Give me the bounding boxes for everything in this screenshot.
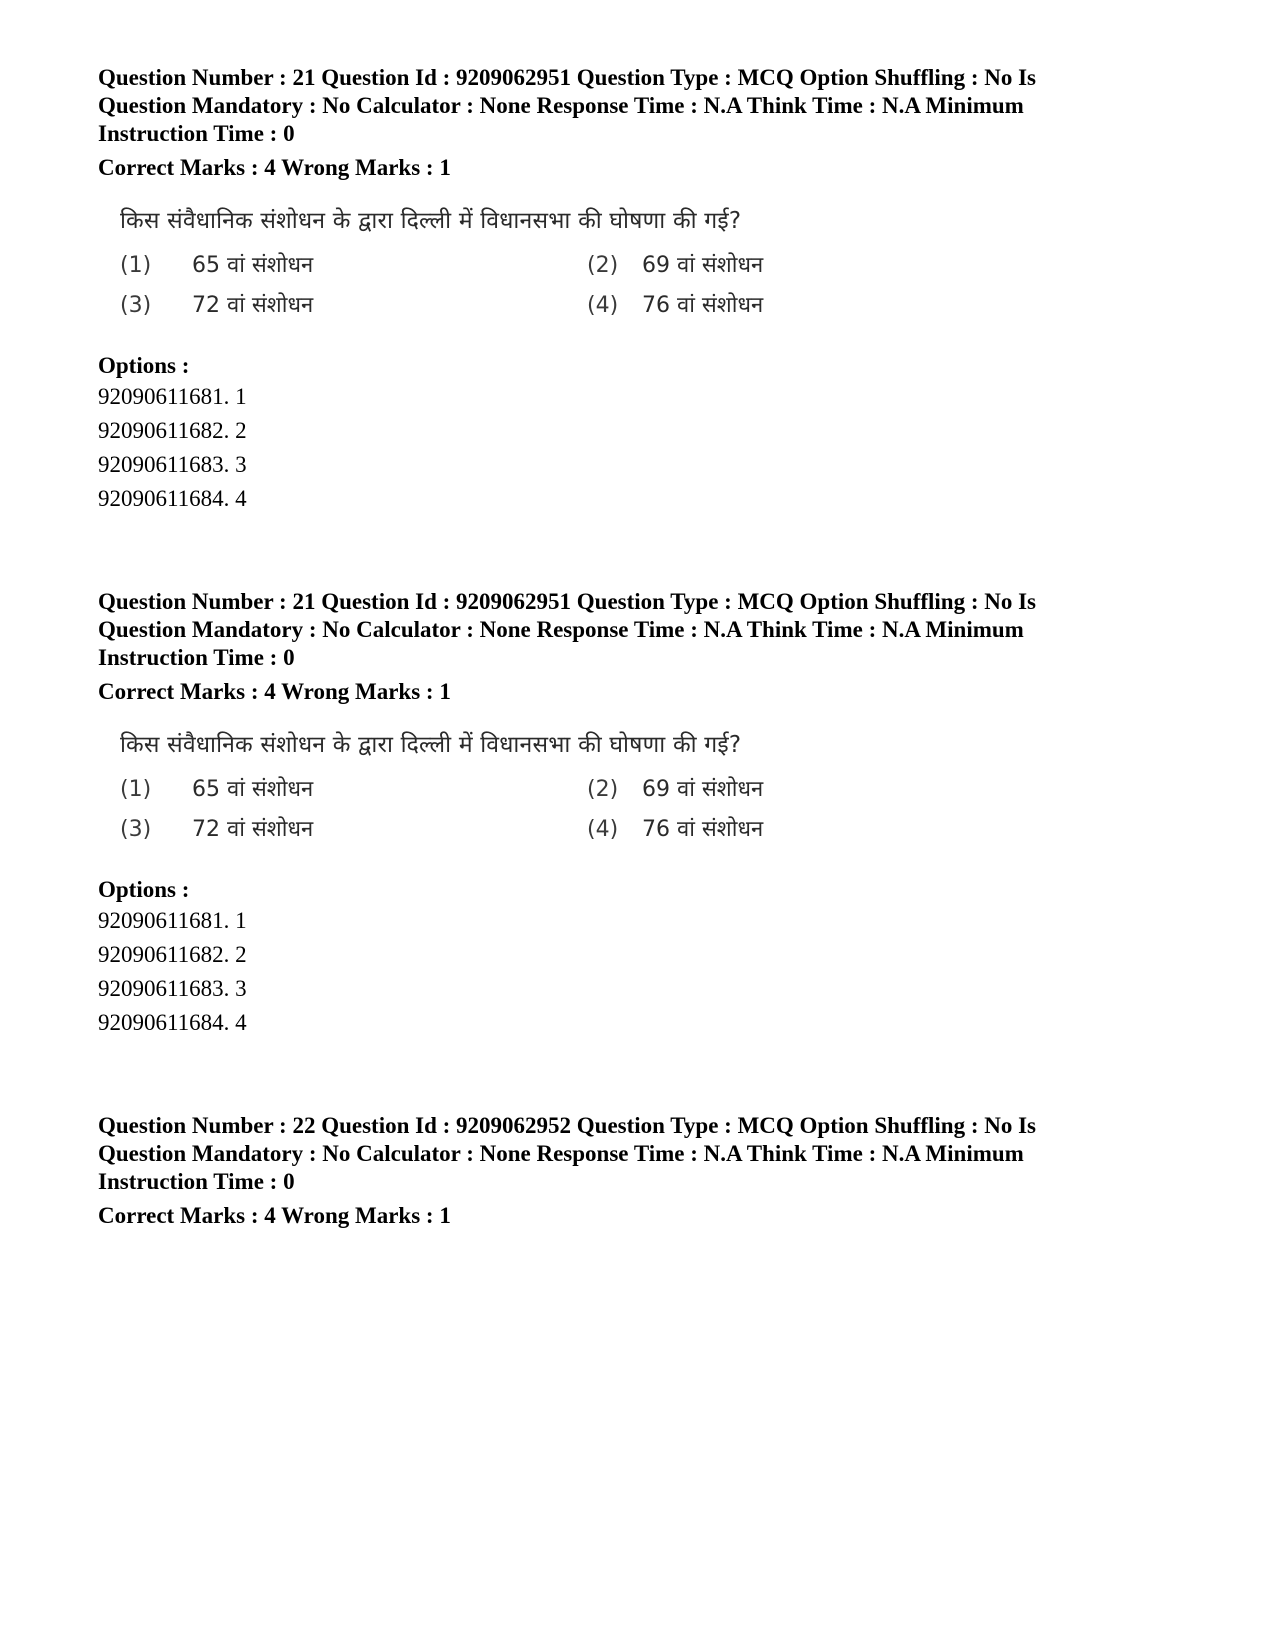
choice-text: 69 वां संशोधन xyxy=(642,253,764,278)
choices-grid xyxy=(120,774,780,846)
option-item: 92090611683. 3 xyxy=(98,976,247,1001)
choice-text: 76 वां संशोधन xyxy=(642,293,764,318)
marks-line: Correct Marks : 4 Wrong Marks : 1 xyxy=(98,679,451,704)
option-item: 92090611681. 1 xyxy=(98,384,247,409)
marks-line: Correct Marks : 4 Wrong Marks : 1 xyxy=(98,155,451,180)
option-item: 92090611683. 3 xyxy=(98,452,247,477)
question-block-3 xyxy=(98,1112,1178,1230)
question-text: किस संवैधानिक संशोधन के द्वारा दिल्ली में विधानसभा की घोषणा की गई? xyxy=(120,732,742,758)
meta-line: Question Mandatory : No Calculator : None Response Time : N.A Think Time : N.A Minimum xyxy=(98,617,1024,642)
choice-text: 76 वां संशोधन xyxy=(642,817,764,842)
meta-line: Question Mandatory : No Calculator : None Response Time : N.A Think Time : N.A Minimum xyxy=(98,93,1024,118)
question-meta xyxy=(98,588,1178,672)
question-text: किस संवैधानिक संशोधन के द्वारा दिल्ली में विधानसभा की घोषणा की गई? xyxy=(120,208,742,234)
option-item: 92090611684. 4 xyxy=(98,486,247,511)
choice-number: (3) xyxy=(120,817,152,842)
choice-text: 72 वां संशोधन xyxy=(192,817,314,842)
meta-line: Question Mandatory : No Calculator : None Response Time : N.A Think Time : N.A Minimum xyxy=(98,1141,1024,1166)
choice-number: (4) xyxy=(587,293,619,318)
meta-line: Instruction Time : 0 xyxy=(98,645,295,670)
meta-line: Instruction Time : 0 xyxy=(98,1169,295,1194)
choice-text: 69 वां संशोधन xyxy=(642,777,764,802)
meta-line: Question Number : 21 Question Id : 9209062951 Question Type : MCQ Option Shuffling : No Is xyxy=(98,65,1037,90)
choice-number: (3) xyxy=(120,293,152,318)
meta-line: Question Number : 21 Question Id : 9209062951 Question Type : MCQ Option Shuffling : No Is xyxy=(98,589,1037,614)
choice-text: 65 वां संशोधन xyxy=(192,253,314,278)
option-item: 92090611681. 1 xyxy=(98,908,247,933)
choices-grid xyxy=(120,250,780,322)
option-item: 92090611682. 2 xyxy=(98,418,247,443)
choice-number: (2) xyxy=(587,253,619,278)
question-block-2 xyxy=(98,588,1178,1040)
question-block-1 xyxy=(98,64,1178,516)
options-list xyxy=(98,380,1178,516)
choice-number: (4) xyxy=(587,817,619,842)
options-title: Options : xyxy=(98,353,190,378)
question-image xyxy=(120,728,780,846)
option-item: 92090611682. 2 xyxy=(98,942,247,967)
question-meta xyxy=(98,64,1178,148)
options-title: Options : xyxy=(98,877,190,902)
meta-line: Instruction Time : 0 xyxy=(98,121,295,146)
option-item: 92090611684. 4 xyxy=(98,1010,247,1035)
choice-number: (1) xyxy=(120,253,152,278)
choice-text: 72 वां संशोधन xyxy=(192,293,314,318)
meta-line: Question Number : 22 Question Id : 9209062952 Question Type : MCQ Option Shuffling : No Is xyxy=(98,1113,1037,1138)
marks-line: Correct Marks : 4 Wrong Marks : 1 xyxy=(98,1203,451,1228)
choice-number: (2) xyxy=(587,777,619,802)
choice-text: 65 वां संशोधन xyxy=(192,777,314,802)
options-list xyxy=(98,904,1178,1040)
question-image xyxy=(120,204,780,322)
choice-number: (1) xyxy=(120,777,152,802)
question-meta xyxy=(98,1112,1178,1196)
